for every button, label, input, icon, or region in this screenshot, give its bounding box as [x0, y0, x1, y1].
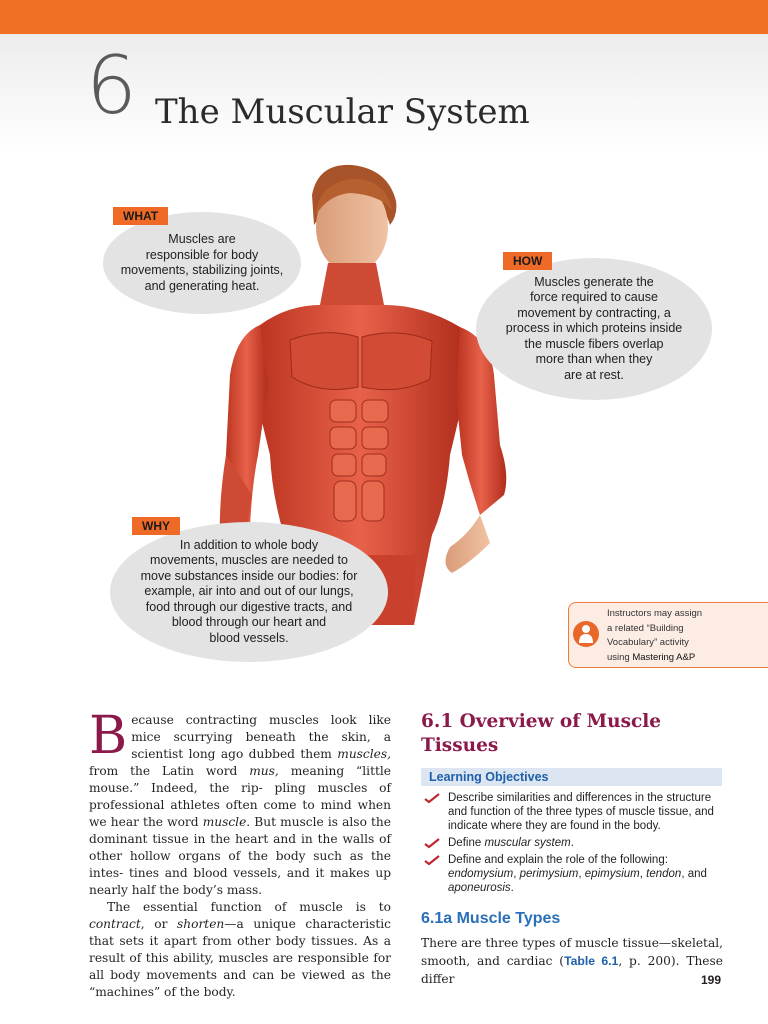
how-line: process in which proteins inside: [505, 321, 683, 336]
person-icon: [573, 621, 599, 647]
table-reference-link[interactable]: Table 6.1: [564, 954, 619, 968]
term: mus,: [249, 764, 279, 778]
term: epimysium: [584, 868, 640, 880]
text-run: , or: [140, 917, 178, 931]
how-line: force required to cause: [530, 290, 658, 305]
what-line: movements, stabilizing joints,: [120, 263, 284, 277]
subsection-title: 6.1a Muscle Types: [421, 910, 561, 927]
subsection-text: [421, 934, 723, 988]
why-bubble: [110, 522, 388, 662]
text-run: , p. 200). These differ: [421, 954, 723, 986]
text-run: ecause contracting muscles look like mice scurrying beneath the skin, a scientist long ago dubbed them: [131, 713, 391, 761]
chapter-number: 6: [86, 39, 137, 132]
page-number: 199: [701, 973, 722, 987]
mastering-text: [607, 607, 767, 665]
term: muscular system: [484, 837, 571, 849]
objective-text: , and: [681, 868, 707, 880]
text-run: The essential function of muscle is to: [107, 900, 391, 914]
term: muscles,: [337, 747, 391, 761]
intro-paragraph-2: [89, 899, 391, 1001]
list-item: [424, 853, 724, 895]
term: aponeurosis: [448, 882, 511, 894]
intro-paragraph-1: [89, 706, 391, 899]
mastering-line: Vocabulary” activity: [607, 637, 689, 648]
term: muscle: [202, 815, 247, 829]
why-line: move substances inside our bodies: for: [140, 568, 358, 583]
list-item: [424, 791, 724, 833]
checkmark-icon: [424, 855, 440, 866]
what-bubble: [103, 212, 301, 314]
checkmark-icon: [424, 838, 440, 849]
objective-text: ,: [578, 868, 585, 880]
objective-text: .: [510, 882, 514, 894]
checkmark-icon: [424, 793, 440, 804]
text-run: . But muscle is also the dominant tissue in the heart and in the walls of other hollow organs of the body such as the intes- tines and blood vessels, and it makes up nearly half the body’s mass.: [89, 815, 391, 897]
term: perimysium: [519, 868, 579, 880]
how-tag: HOW: [503, 252, 552, 270]
how-bubble: [476, 258, 712, 400]
learning-objectives-list: [424, 791, 724, 898]
section-title: 6.1 Overview of Muscle Tissues: [421, 711, 662, 756]
objective-text: ,: [639, 868, 647, 880]
how-line: movement by contracting, a: [517, 305, 671, 320]
mastering-prefix: using: [607, 651, 633, 663]
objective-text: ,: [513, 868, 520, 880]
text-run: There are three types of muscle tissue—skeletal, smooth, and cardiac (: [421, 936, 723, 968]
learning-objectives-heading: Learning Objectives: [421, 768, 722, 786]
how-line: Muscles generate the: [534, 274, 654, 289]
objective-text: Describe similarities and differences in the structure and function of the three types of muscle tissue, and indicate where they are found in the body.: [448, 792, 714, 832]
term: shorten: [177, 917, 225, 931]
drop-cap: B: [89, 706, 128, 766]
mastering-note: [568, 602, 768, 668]
intro-text: [89, 706, 391, 1001]
mastering-line: [607, 651, 767, 666]
how-line: are at rest.: [564, 367, 624, 382]
how-line: the muscle fibers overlap: [524, 336, 664, 351]
objective-text: Define: [448, 837, 485, 849]
what-tag: WHAT: [113, 207, 168, 225]
chapter-title: The Muscular System: [155, 92, 530, 132]
mastering-line: Instructors may assign: [607, 608, 703, 619]
mastering-line: a related “Building: [607, 622, 684, 634]
why-line: blood through our heart and: [171, 615, 327, 630]
term: tendon: [646, 868, 682, 880]
why-line: example, air into and out of our lungs,: [144, 584, 354, 599]
what-line: Muscles are: [168, 232, 236, 246]
term: contract: [89, 917, 141, 931]
why-line: movements, muscles are needed to: [149, 553, 348, 568]
text-run: from the Latin word: [89, 764, 250, 778]
why-tag: WHY: [132, 517, 180, 535]
top-accent-bar: [0, 0, 768, 34]
objective-text: .: [570, 837, 574, 849]
text-run: —a unique characteristic that sets it apart from other body tissues. As a result of this ability, muscles are responsible for all body movements and can be viewed as the “machines” of the body.: [89, 917, 391, 999]
list-item: [424, 836, 724, 850]
what-line: and generating heat.: [144, 278, 260, 293]
mastering-brand-link[interactable]: Mastering A&P: [632, 651, 696, 663]
why-line: In addition to whole body: [179, 537, 319, 552]
how-line: more than when they: [535, 352, 653, 367]
what-line: responsible for body: [145, 247, 259, 262]
why-line: food through our digestive tracts, and: [145, 599, 353, 614]
objective-text: Define and explain the role of the following:: [448, 854, 668, 866]
text-run: meaning “little mouse.” Indeed, the rip- pling muscles of professional athletes often come to mind when we hear the word: [89, 764, 391, 829]
term: endomysium: [448, 868, 514, 880]
why-line: blood vessels.: [209, 630, 289, 645]
